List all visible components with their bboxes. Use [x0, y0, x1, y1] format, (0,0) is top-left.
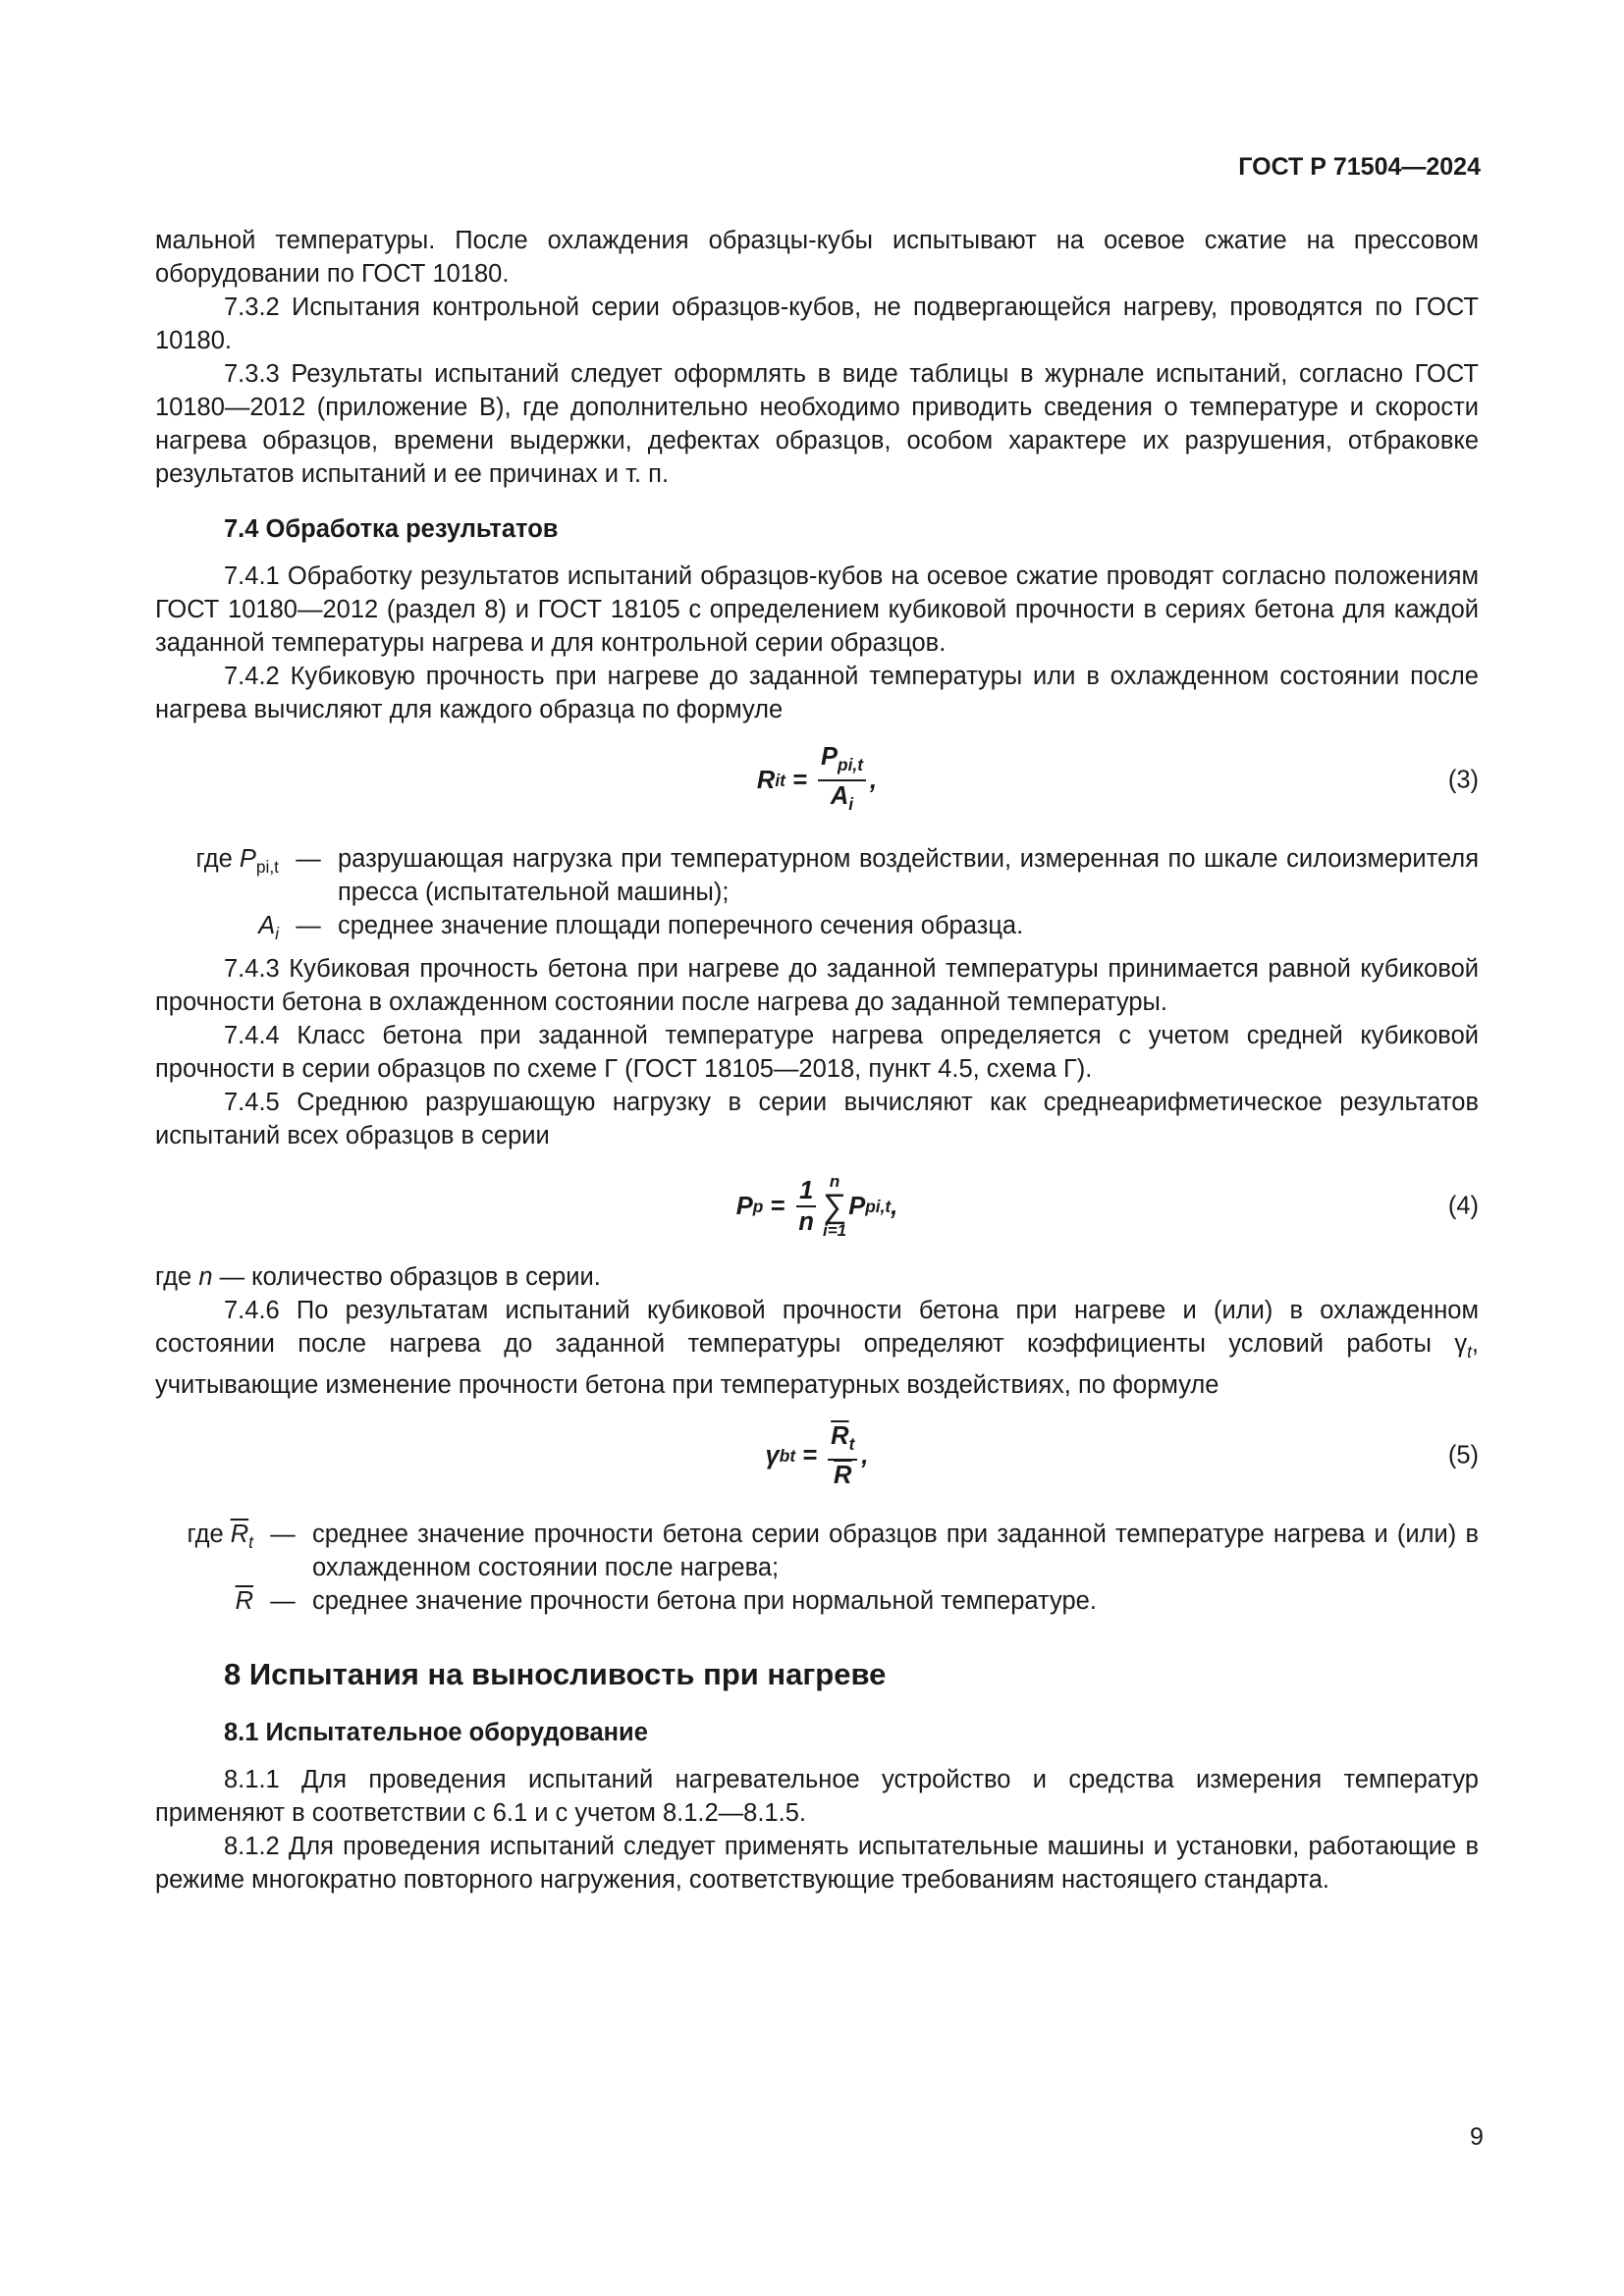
n-definition-text: количество образцов в серии. — [251, 1263, 601, 1292]
paragraph-7-3-3: 7.3.3 Результаты испытаний следует оформлять в виде таблицы в журнале испытаний, согласно ГОСТ 10180—2012 (приложение В), где дополнительно необходимо приводить сведения о температуре и скорости нагрева образцов, времени выдержки, дефектах образцов, особом характере их разрушения, отбраковке результатов испытаний и ее причинах и т. п. — [155, 360, 1479, 488]
definition-text: среднее значение площади поперечного сечения образца. — [338, 912, 1024, 939]
formula-4 — [155, 1152, 1479, 1260]
definition-row: где $P_{pi,t}$ — разрушающая нагрузка при температурном воздействии, измеренная по шкале силоизмерителя пресса (испытательной машины); — [155, 842, 1479, 909]
paragraph-7-4-5: 7.4.5 Среднюю разрушающую нагрузку в серии вычисляют как среднеарифметическое результатов испытаний всех образцов в серии — [155, 1089, 1479, 1150]
paragraph-7-4-2: 7.4.2 Кубиковую прочность при нагреве до заданной температуры или в охлажденном состоянии после нагрева вычисляют для каждого образца по формуле — [155, 663, 1479, 723]
definition-row: $\overline{R}$ — среднее значение прочности бетона при нормальной температуре. — [155, 1584, 1479, 1618]
paragraph-7-3-2: 7.3.2 Испытания контрольной серии образцов-кубов, не подвергающейся нагреву, проводятся по ГОСТ 10180. — [155, 294, 1479, 354]
formula-3-number: (3) — [1447, 766, 1479, 794]
definition-row: где $\overline{R}_t$ — среднее значение прочности бетона серии образцов при заданной температуре нагрева и (или) в охлажденном состоянии после нагрева; — [155, 1518, 1479, 1584]
formula-5-expression: γ bt = $\frac{\overline{R}_t}{R}$ , — [765, 1422, 869, 1490]
definition-text: разрушающая нагрузка при температурном воздействии, измеренная по шкале силоизмерителя пресса (испытательной машины); — [338, 845, 1479, 906]
page-content — [155, 224, 1479, 1896]
section-heading-8-1: 8.1 Испытательное оборудование — [224, 1719, 648, 1747]
definition-text: среднее значение прочности бетона при нормальной температуре. — [312, 1587, 1097, 1616]
formula-3-expression: R it = $\frac{P_{pi,t}}{A_i}$ , — [756, 742, 878, 815]
definition-dash: — — [270, 1587, 296, 1616]
document-code-header: ГОСТ Р 71504—2024 — [1238, 153, 1481, 181]
paragraph-8-1-1: 8.1.1 Для проведения испытаний нагревательное устройство и средства измерения температур применяют в соответствии с 6.1 и с учетом 8.1.2—8.1.5. — [155, 1766, 1479, 1828]
formula-4-number: (4) — [1447, 1192, 1479, 1220]
section-heading-8: 8 Испытания на выносливость при нагреве — [224, 1657, 887, 1692]
definition-dash: — — [270, 1521, 296, 1549]
paragraph-7-4-6: 7.4.6 По результатам испытаний кубиковой прочности бетона при нагреве и (или) в охлажденном состоянии после нагрева до заданной температуры определяют коэффициенты условий работы $\gamma_t$, учитывающие изменение прочности бетона при температурных воздействиях, по формуле — [155, 1297, 1479, 1400]
page-number: 9 — [1470, 2123, 1484, 2151]
paragraph-7-4-1: 7.4.1 Обработку результатов испытаний образцов-кубов на осевое сжатие проводят согласно положениям ГОСТ 10180—2012 (раздел 8) и ГОСТ 18105 с определением кубиковой прочности в сериях бетона для каждой заданной температуры нагрева и для контрольной серии образцов. — [155, 562, 1479, 657]
paragraph-8-1-2: 8.1.2 Для проведения испытаний следует применять испытательные машины и установки, работающие в режиме многократно повторного нагружения, соответствующие требованиям настоящего стандарта. — [155, 1833, 1479, 1895]
definition-row: $A_i$ — среднее значение площади поперечного сечения образца. — [155, 909, 1479, 950]
n-definition: где n — количество образцов в серии. — [155, 1263, 601, 1292]
definition-dash: — — [296, 845, 321, 873]
definition-text: среднее значение прочности бетона серии образцов при заданной температуре нагрева и (или) в охлажденном состоянии после нагрева; — [312, 1521, 1479, 1582]
definition-prefix: где — [195, 845, 233, 873]
paragraph-7-4-3: 7.4.3 Кубиковая прочность бетона при нагреве до заданной температуры принимается равной кубиковой прочности бетона в охлажденном состоянии после нагрева до заданной температуры. — [155, 955, 1479, 1017]
paragraph-continuation: мальной температуры. После охлаждения образцы-кубы испытывают на осевое сжатие на прессовом оборудовании по ГОСТ 10180. — [155, 227, 1479, 288]
formula-5-definitions — [155, 1518, 1479, 1618]
section-heading-7-4: 7.4 Обработка результатов — [224, 515, 559, 543]
formula-5 — [155, 1402, 1479, 1510]
formula-3-definitions — [155, 842, 1479, 950]
paragraph-7-4-4: 7.4.4 Класс бетона при заданной температуре нагрева определяется с учетом средней кубиковой прочности в серии образцов по схеме Г (ГОСТ 18105—2018, пункт 4.5, схема Г). — [155, 1022, 1479, 1084]
formula-3 — [155, 726, 1479, 834]
formula-4-expression: P p = $\frac{1}{n}$ n ∑ i=1 P pi,t , — [735, 1172, 898, 1241]
formula-5-number: (5) — [1447, 1441, 1479, 1469]
definition-dash: — — [296, 912, 321, 939]
